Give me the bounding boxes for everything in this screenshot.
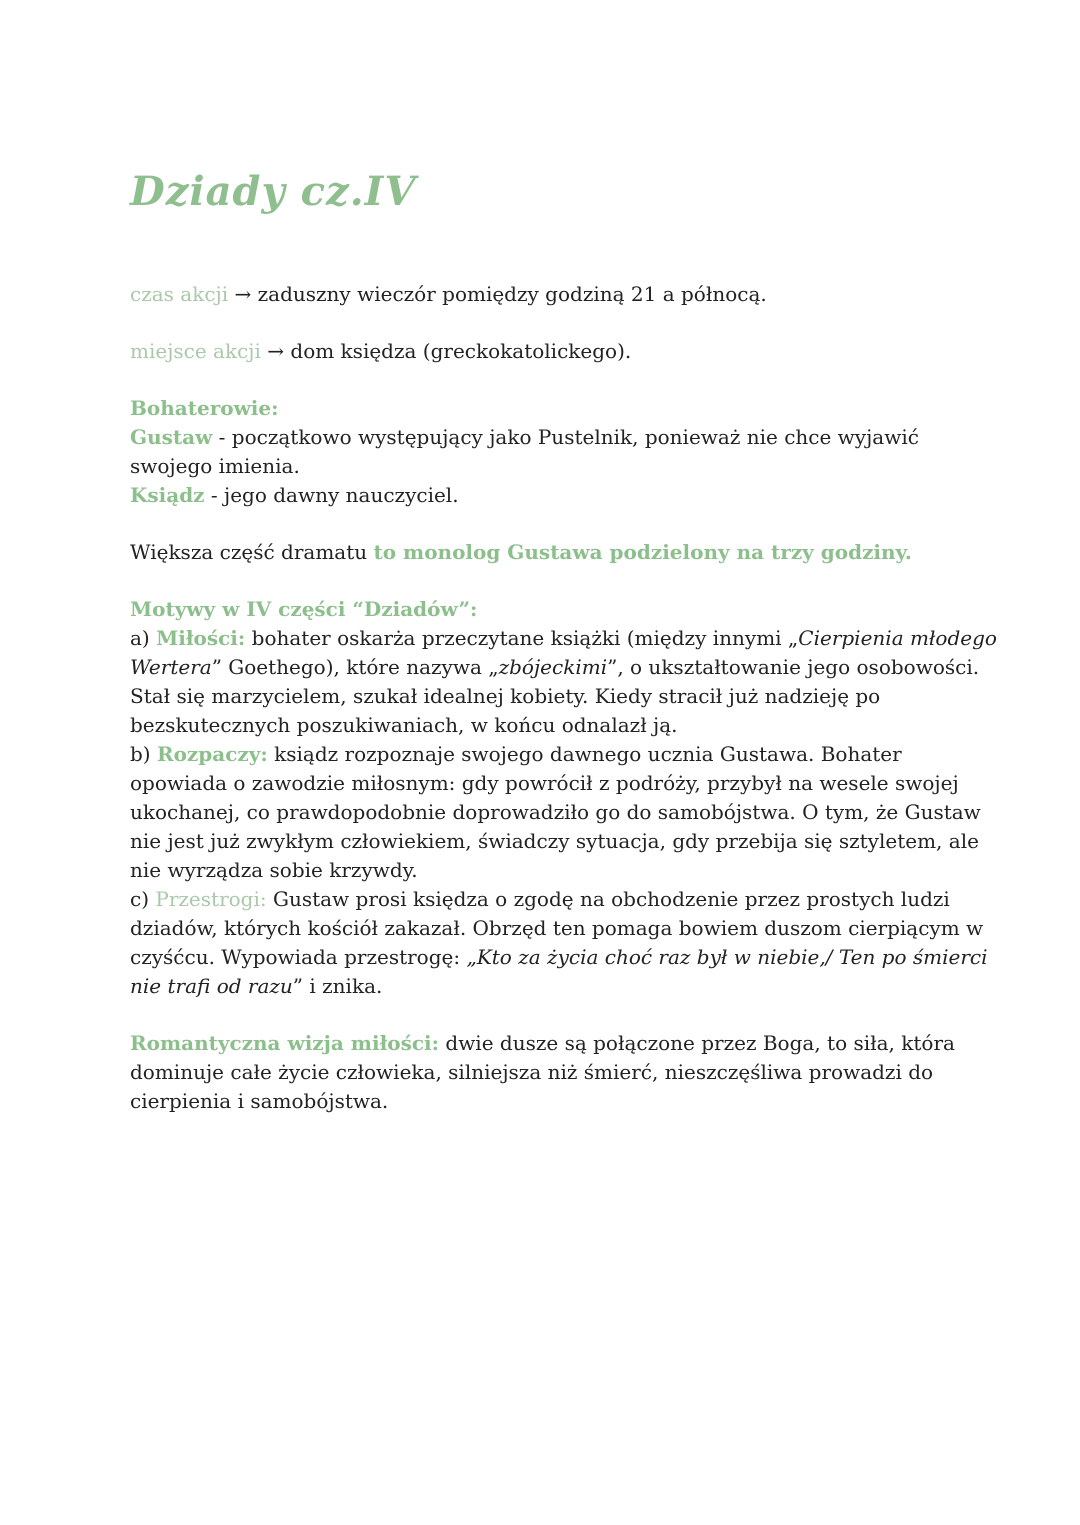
- motyw-b-text: ksiądz rozpoznaje swojego dawnego ucznia Gustawa. Bohater: [267, 742, 902, 766]
- bohaterowie-heading: Bohaterowie:: [130, 396, 279, 420]
- motyw-b-letter: b): [130, 742, 157, 766]
- motyw-c-italic: nie trafi od razu: [130, 974, 293, 998]
- motyw-c-letter: c): [130, 887, 156, 911]
- motyw-a-italic: zbójeckimi: [498, 655, 608, 679]
- miejsce-akcji-label: miejsce akcji: [130, 339, 261, 363]
- gustaw-name: Gustaw: [130, 425, 213, 449]
- motyw-a-text: bohater oskarża przeczytane książki (między innymi „: [245, 626, 799, 650]
- motyw-b-line-4: nie jest już zwykłym człowiekiem, świadczy sytuacja, gdy przebija się sztyletem, ale: [130, 829, 979, 853]
- motyw-c-line-2: dziadów, których kościół zakazał. Obrzęd ten pomaga bowiem duszom cierpiącym w: [130, 916, 984, 940]
- motyw-a-italic: Wertera: [130, 655, 212, 679]
- motyw-c-line-1: [130, 885, 960, 914]
- page-title: Dziady cz.IV: [130, 168, 417, 215]
- arrow-right-icon: →: [234, 282, 252, 306]
- motyw-a-line-4: bezskutecznych poszukiwaniach, w końcu odnalazł ją.: [130, 713, 678, 737]
- wieksza-czesc-text: Większa część dramatu: [130, 540, 374, 564]
- motyw-c-line-4: [130, 972, 960, 1001]
- wieksza-czesc-highlight: to monolog Gustawa podzielony na trzy godziny.: [373, 540, 912, 564]
- ksiadz-text: - jego dawny nauczyciel.: [204, 483, 459, 507]
- motyw-c-label: Przestrogi:: [155, 887, 267, 911]
- romantyczna-line-1: [130, 1029, 960, 1058]
- motyw-a-text: ” Goethego), które nazywa „: [211, 655, 499, 679]
- romantyczna-line-2: dominuje całe życie człowieka, silniejsza niż śmierć, nieszczęśliwa prowadzi do: [130, 1060, 934, 1084]
- wieksza-czesc-line: [130, 538, 960, 567]
- motyw-c-italic: „Kto za życia choć raz był w niebie,/ Ten po śmierci: [466, 945, 988, 969]
- motyw-a-line-1: [130, 624, 997, 653]
- gustaw-line-2: swojego imienia.: [130, 454, 300, 478]
- motyw-c-text: Gustaw prosi księdza o zgodę na obchodzenie przez prostych ludzi: [266, 887, 950, 911]
- gustaw-line: [130, 423, 960, 452]
- miejsce-akcji-text: dom księdza (greckokatolickego).: [290, 339, 632, 363]
- czas-akcji-label: czas akcji: [130, 282, 229, 306]
- romantyczna-text: dwie dusze są połączone przez Boga, to siła, która: [439, 1031, 955, 1055]
- ksiadz-name: Ksiądz: [130, 483, 205, 507]
- ksiadz-line: [130, 481, 960, 510]
- motyw-a-line-3: Stał się marzycielem, szukał idealnej kobiety. Kiedy stracił już nadzieję po: [130, 684, 881, 708]
- czas-akcji-text: zaduszny wieczór pomiędzy godziną 21 a północą.: [257, 282, 767, 306]
- document-body: [130, 280, 997, 1116]
- gustaw-text: - początkowo występujący jako Pustelnik, ponieważ nie chce wyjawić: [212, 425, 919, 449]
- motyw-a-text: ”, o ukształtowanie jego osobowości.: [607, 655, 980, 679]
- motyw-a-letter: a): [130, 626, 157, 650]
- motyw-b-line-3: ukochanej, co prawdopodobnie doprowadziło go do samobójstwa. O tym, że Gustaw: [130, 800, 981, 824]
- motyw-b-line-5: nie wyrządza sobie krzywdy.: [130, 858, 418, 882]
- motyw-a-italic: Cierpienia młodego: [798, 626, 997, 650]
- romantyczna-line-3: cierpienia i samobójstwa.: [130, 1089, 389, 1113]
- motyw-b-line-2: opowiada o zawodzie miłosnym: gdy powrócił z podróży, przybył na wesele swojej: [130, 771, 959, 795]
- motyw-c-text: ” i znika.: [292, 974, 383, 998]
- motyw-c-line-3: [130, 943, 988, 972]
- arrow-right-icon: →: [267, 339, 285, 363]
- romantyczna-label: Romantyczna wizja miłości:: [130, 1031, 440, 1055]
- miejsce-akcji-line: [130, 337, 960, 366]
- motyw-a-label: Miłości:: [156, 626, 246, 650]
- motyw-c-text: czyśćcu. Wypowiada przestrogę:: [130, 945, 467, 969]
- czas-akcji-line: [130, 280, 960, 309]
- motyw-a-line-2: [130, 653, 980, 682]
- motyw-b-label: Rozpaczy:: [156, 742, 268, 766]
- motyw-b-line-1: [130, 740, 960, 769]
- motywy-heading: Motywy w IV części “Dziadów”:: [130, 597, 478, 621]
